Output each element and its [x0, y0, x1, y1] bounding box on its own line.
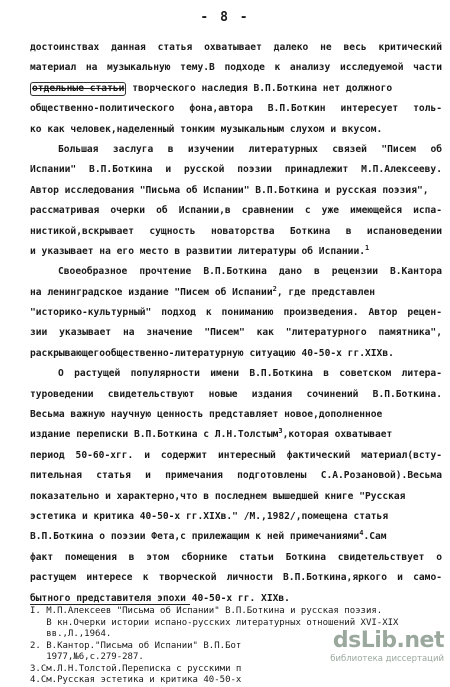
text-line: зии указывает на значение "Писем" как "литературного памятника", [30, 327, 442, 339]
text-line: общественно-политического фона,автора В.П.Боткин интересует толь- [30, 103, 442, 115]
footnote-line: В кн.Очерки истории испано-русских литературных отношений XVI-XIX [30, 617, 399, 628]
text-line [30, 425, 442, 445]
text-line-tail: .Сам [363, 531, 387, 543]
text-line-head: В.П.Боткина о поэзии Фета,с прилежащим к ней примечаниями [30, 531, 360, 543]
watermark-subtitle: библиотека диссертаций [330, 654, 444, 664]
footnote-line: 3.См.Л.Н.Толстой.Переписка с русскими п [30, 663, 242, 674]
footnote-ref: 4 [359, 529, 364, 538]
footnote-line: 4.См.Русская эстетика и критика 40-50-х [30, 675, 242, 685]
text-line: туроведении свидетельствуют новые издания сочинений В.П.Боткина. [30, 388, 442, 400]
site-watermark[interactable] [318, 628, 444, 668]
text-line-tail: , где представлен [276, 286, 376, 298]
text-line: бытного представителя эпохи 40-50-х гг. XIXв. [30, 592, 290, 604]
page-number: - 8 - [200, 10, 250, 25]
text-line [30, 283, 442, 303]
text-line: Своеобразное прочтение В.П.Боткина дано в рецензии В.Кантора [58, 266, 442, 278]
text-line-tail: ,которая охватывает [282, 429, 393, 441]
text-line [30, 79, 442, 99]
text-line: ко как человек,наделенный тонким музыкальным слухом и вкусом. [30, 123, 383, 135]
text-line: растущем интересе к творческой личности В.П.Боткина,яркого и само- [30, 572, 442, 584]
body-text [30, 38, 442, 609]
text-line: Испании" В.П.Боткина и русской поэзии принадлежит М.П.Алексееву. [30, 164, 442, 176]
text-line [30, 242, 442, 262]
text-line: О растущей популярности имени В.П.Боткина в советском литера- [58, 368, 442, 380]
struck-phrase: отдельные статьи [32, 82, 125, 94]
footnote-line: 2. В.Кантор."Письма об Испании" В.П.Бот [30, 640, 242, 651]
watermark-logo: dsLib.net [332, 628, 444, 653]
text-line [30, 527, 442, 547]
footnote-line: вв.,Л.,1964. [30, 629, 112, 639]
text-line: "историко-культурный" подход к пониманию произведения. Автор рецен- [30, 307, 442, 319]
text-line: Весьма важную научную ценность представляет новое,дополненное [30, 409, 383, 421]
footnote-line: 1977,№6,с.279-287. [30, 652, 144, 662]
footnote-line: I. М.П.Алексеев "Письма об Испании" В.П.Боткина и русская поэзия. [30, 606, 383, 616]
text-line: Большая заслуга в изучении литературных связей "Писем об [58, 143, 442, 155]
text-line: рассматривая очерки об Испании,в сравнении с уже имеющейся испа- [30, 205, 442, 217]
text-line: материал на музыкальную тему.В подходе к анализу исследуемой части [30, 62, 442, 74]
text-line: Автор исследования "Письма об Испании" В.П.Боткина и русская поэзия", [30, 184, 429, 196]
text-line-head: и указывает на его место в развитии литературы об Испании. [30, 245, 366, 257]
text-line: нистикой,вскрывает сущность новаторства Боткина в испановедении [30, 225, 442, 237]
footnote-ref: 2 [272, 284, 277, 293]
footnote-divider [30, 604, 190, 605]
text-line: факт помещения в этом сборнике статьи Боткина свидетельствует о [30, 551, 442, 563]
text-line: период 50-60-хгг. и содержит интересный фактический материал(всту- [30, 449, 442, 461]
text-line: эстетика и критика 40-50-х гг.XIXв." /М.,1982/,помещена статья [30, 510, 389, 522]
footnote-ref: 1 [365, 243, 370, 252]
text-line-head: на ленинградское издание "Писем об Испании [30, 286, 273, 298]
text-line: раскрывающегообщественно-литературную ситуацию 40-50-х гг.XIXв. [30, 347, 394, 359]
text-line-head: издание переписки В.П.Боткина с Л.Н.Толстым [30, 429, 279, 441]
text-line: показательно и характерно,что в последнем вышедшей книге "Русская [30, 490, 406, 502]
text-line: достоинствах данная статья охватывает далеко не весь критический [30, 42, 442, 53]
text-line-tail: творческого наследия В.П.Боткина нет должного [132, 82, 393, 94]
text-line: пительная статья и примечания подготовлены С.А.Розановой).Весьма [30, 470, 442, 482]
footnote-ref: 3 [278, 427, 283, 436]
